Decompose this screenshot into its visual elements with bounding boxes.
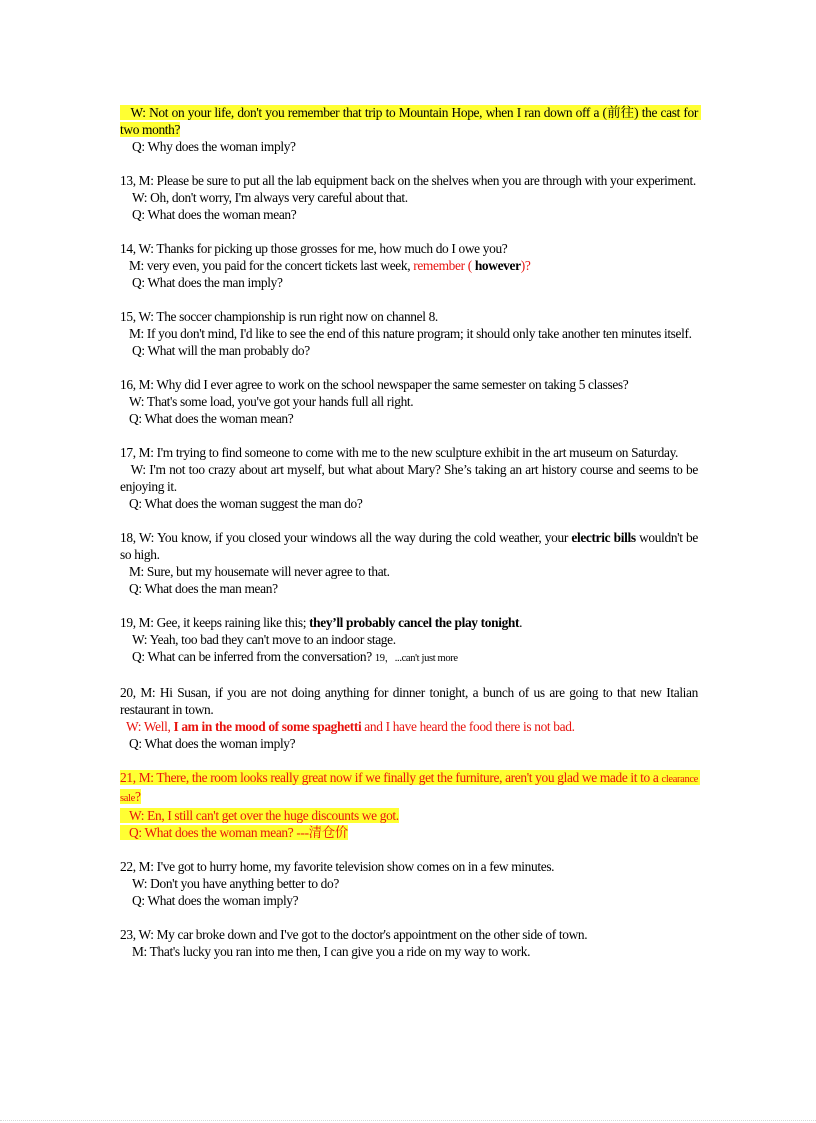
dialogue-20-woman: W: Well, I am in the mood of some spaghetti and I have heard the food there is not bad.: [120, 719, 575, 734]
dialogue-21-woman: W: En, I still can't get over the huge discounts we got.: [120, 808, 399, 823]
question-17: Q: What does the woman suggest the man do?: [120, 496, 363, 511]
separator: [120, 155, 698, 172]
dialogue-16-man: 16, M: Why did I ever agree to work on the school newspaper the same semester on taking 5 classes?: [120, 377, 629, 392]
dialogue-15-man: M: If you don't mind, I'd like to see the end of this nature program; it should only take another ten minutes itself.: [120, 326, 692, 341]
dialogue-22-man: 22, M: I've got to hurry home, my favorite television show comes on in a few minutes.: [120, 859, 555, 874]
dialogue-16-woman: W: That's some load, you've got your hands full all right.: [120, 394, 414, 409]
separator: [120, 909, 698, 926]
dialogue-17-man: 17, M: I'm trying to find someone to come with me to the new sculpture exhibit in the art museum on Saturday.: [120, 445, 679, 460]
dialogue-14-man: M: very even, you paid for the concert tickets last week, remember ( however)?: [120, 258, 531, 273]
dialogue-20-man: 20, M: Hi Susan, if you are not doing anything for dinner tonight, a bunch of us are going to that new Italian restaurant in town.: [120, 685, 701, 717]
document-page: [120, 104, 702, 960]
dialogue-13-man: 13, M: Please be sure to put all the lab equipment back on the shelves when you are through with your experiment.: [120, 173, 696, 188]
dialogue-19-man: 19, M: Gee, it keeps raining like this; they’ll probably cancel the play tonight.: [120, 615, 523, 630]
separator: [120, 512, 698, 529]
question-21: Q: What does the woman mean? ---清仓价: [120, 825, 348, 840]
separator: [120, 427, 698, 444]
separator: [120, 359, 698, 376]
dialogue-14-woman: 14, W: Thanks for picking up those grosses for me, how much do I owe you?: [120, 241, 508, 256]
question-19: Q: What can be inferred from the conversation? 19，...can't just more: [120, 649, 458, 664]
separator: [120, 291, 698, 308]
dialogue-23-woman: 23, W: My car broke down and I've got to the doctor's appointment on the other side of town.: [120, 927, 588, 942]
question-13: Q: What does the woman mean?: [120, 207, 297, 222]
dialogue-21-man: 21, M: There, the room looks really great now if we finally get the furniture, aren't you glad we made it to a clearance sale?: [120, 770, 701, 804]
separator: [120, 223, 698, 240]
page-bottom-edge: [0, 1120, 816, 1121]
dialogue-17-woman: W: I'm not too crazy about art myself, but what about Mary? She’s taking an art history course and seems to be enjoying it.: [120, 462, 702, 494]
dialogue-18-woman: 18, W: You know, if you closed your windows all the way during the cold weather, your electric bills wouldn't be so high.: [120, 530, 701, 562]
dialogue-23-man: M: That's lucky you ran into me then, I can give you a ride on my way to work.: [120, 944, 531, 959]
separator: [120, 597, 698, 614]
question-22: Q: What does the woman imply?: [120, 893, 299, 908]
dialogue-12-woman: W: Not on your life, don't you remember that trip to Mountain Hope, when I ran down off a (前往) the cast for two month?: [120, 105, 701, 137]
dialogue-19-woman: W: Yeah, too bad they can't move to an indoor stage.: [120, 632, 396, 647]
dialogue-18-man: M: Sure, but my housemate will never agree to that.: [120, 564, 390, 579]
question-18: Q: What does the man mean?: [120, 581, 278, 596]
separator: [120, 752, 698, 769]
handwritten-note-19: 19，...can't just more: [374, 653, 458, 664]
separator: [120, 841, 698, 858]
separator: [120, 667, 698, 684]
question-20: Q: What does the woman imply?: [120, 736, 296, 751]
question-16: Q: What does the woman mean?: [120, 411, 294, 426]
dialogue-13-woman: W: Oh, don't worry, I'm always very careful about that.: [120, 190, 408, 205]
dialogue-22-woman: W: Don't you have anything better to do?: [120, 876, 339, 891]
question-14: Q: What does the man imply?: [120, 275, 283, 290]
question-12: Q: Why does the woman imply?: [120, 139, 296, 154]
dialogue-15-woman: 15, W: The soccer championship is run right now on channel 8.: [120, 309, 438, 324]
question-15: Q: What will the man probably do?: [120, 343, 310, 358]
